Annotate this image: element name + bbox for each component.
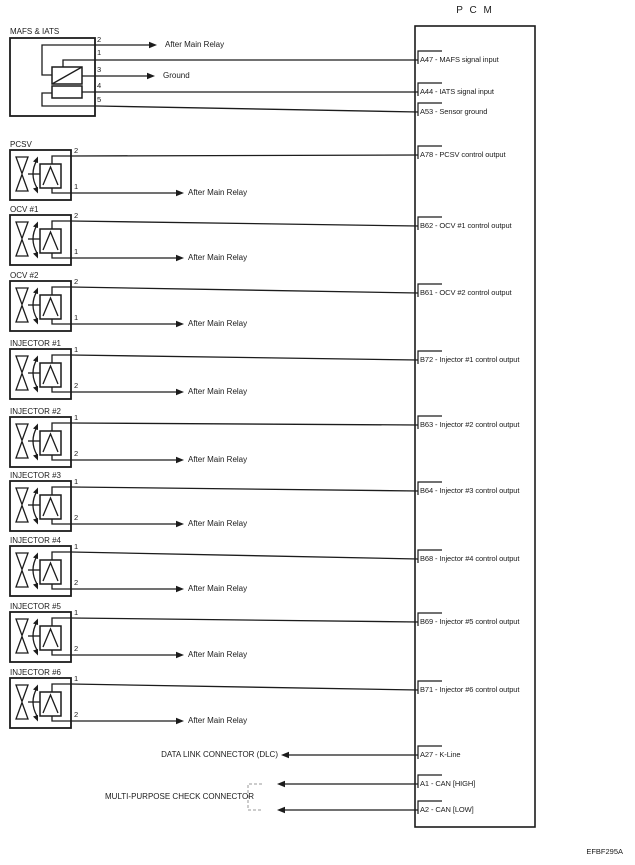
wire-target-label: After Main Relay [188,455,248,464]
wire-target-label: After Main Relay [188,253,248,262]
pin-number: 1 [74,674,79,683]
component-label-injector6: INJECTOR #6 [10,668,61,677]
component-label-injector2: INJECTOR #2 [10,407,61,416]
pin-number: 1 [74,313,79,322]
pin-number: 2 [74,513,79,522]
pcm-pin-label: A53 - Sensor ground [420,107,488,116]
pin-number: 1 [97,48,102,57]
component-label-mafs-iats: MAFS & IATS [10,27,60,36]
pcm-pin-label: A78 - PCSV control output [420,150,506,159]
arrow-right-icon [176,457,184,463]
pin-number: 2 [74,211,79,220]
dlc-connector-label: DATA LINK CONNECTOR (DLC) [161,750,278,759]
pcm-pin-label: B68 - Injector #4 control output [420,554,520,563]
wire-target-label: After Main Relay [188,519,248,528]
valve-symbol-ocv1 [10,215,71,265]
arrow-right-icon [149,42,157,48]
pin-number: 4 [97,81,102,90]
pcm-pin-brackets [418,51,442,814]
arrow-right-icon [176,321,184,327]
arrow-left-icon [277,807,285,813]
pcm-pin-label: A2 - CAN [LOW] [420,805,474,814]
valve-symbol-injector1 [10,349,71,399]
pin-number: 1 [74,413,79,422]
valve-symbol-pcsv [10,150,71,200]
component-label-injector3: INJECTOR #3 [10,471,61,480]
arrow-right-icon [176,586,184,592]
component-label-pcsv: PCSV [10,140,32,149]
wire-target-label: Ground [163,71,190,80]
component-label-injector5: INJECTOR #5 [10,602,61,611]
arrow-right-icon [176,190,184,196]
wire-target-label: After Main Relay [188,584,248,593]
pcm-pin-label: B61 - OCV #2 control output [420,288,512,297]
pcm-pin-label: B64 - Injector #3 control output [420,486,520,495]
valve-symbol-injector5 [10,612,71,662]
pin-number: 1 [74,477,79,486]
pin-number: 2 [74,381,79,390]
wire-target-label: After Main Relay [165,40,225,49]
pcm-pin-label: B69 - Injector #5 control output [420,617,520,626]
arrow-right-icon [176,521,184,527]
component-label-ocv1: OCV #1 [10,205,39,214]
pin-number: 1 [74,182,79,191]
pcm-pin-label: B71 - Injector #6 control output [420,685,520,694]
pin-number: 1 [74,542,79,551]
pin-number: 1 [74,608,79,617]
communication-wires [283,755,418,810]
valve-symbol-injector6 [10,678,71,728]
pcm-pin-label: B63 - Injector #2 control output [420,420,520,429]
pin-number: 2 [74,277,79,286]
arrow-left-icon [277,781,285,787]
wire-target-label: After Main Relay [188,188,248,197]
pin-number: 2 [74,644,79,653]
arrow-right-icon [176,718,184,724]
valve-symbol-injector3 [10,481,71,531]
pin-number: 2 [74,146,79,155]
pcm-title: P C M [456,5,494,16]
pin-number: 1 [74,247,79,256]
pin-number: 2 [74,449,79,458]
pcm-pin-label: B72 - Injector #1 control output [420,355,520,364]
component-label-injector4: INJECTOR #4 [10,536,61,545]
arrow-right-icon [176,652,184,658]
component-label-ocv2: OCV #2 [10,271,39,280]
valve-symbol-injector4 [10,546,71,596]
pcm-pin-label: A44 - IATS signal input [420,87,494,96]
component-label-injector1: INJECTOR #1 [10,339,61,348]
wire-target-label: After Main Relay [188,650,248,659]
pin-number: 2 [97,35,102,44]
pcm-pin-label: B62 - OCV #1 control output [420,221,512,230]
arrow-right-icon [176,255,184,261]
pin-number: 2 [74,578,79,587]
wire-target-label: After Main Relay [188,387,248,396]
multi-purpose-check-connector-label: MULTI-PURPOSE CHECK CONNECTOR [105,792,255,801]
pin-number: 2 [74,710,79,719]
pin-number: 5 [97,95,102,104]
valve-symbol-injector2 [10,417,71,467]
pcm-pin-label: A47 - MAFS signal input [420,55,499,64]
valve-symbol-ocv2 [10,281,71,331]
figure-code: EFBF295A [586,847,623,856]
pin-number: 3 [97,65,102,74]
arrow-left-icon [281,752,289,758]
relay-wires [71,193,177,721]
pcm-pin-label: A1 - CAN [HIGH] [420,779,476,788]
arrow-right-icon [147,73,155,79]
signal-wires [71,155,418,690]
pcm-pin-label: A27 - K-Line [420,750,461,759]
wire-target-label: After Main Relay [188,716,248,725]
pin-number: 1 [74,345,79,354]
mafs-iats-symbol [10,35,418,116]
arrow-right-icon [176,389,184,395]
wire-target-label: After Main Relay [188,319,248,328]
